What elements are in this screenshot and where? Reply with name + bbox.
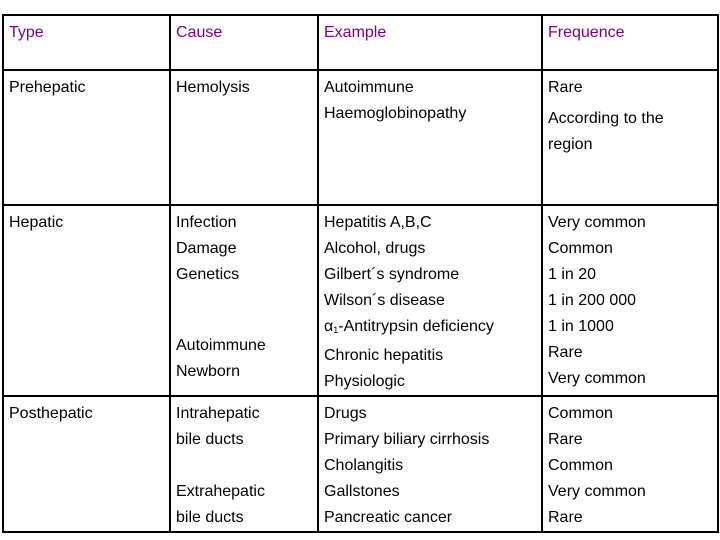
- frequence-line: 1 in 20: [548, 266, 597, 283]
- frequence-line: 1 in 200 000: [548, 292, 637, 309]
- cause-line: Damage: [176, 240, 237, 257]
- frequence-line: Very common: [548, 483, 646, 500]
- frequence-line: Common: [548, 405, 613, 422]
- cause-line: Infection: [176, 214, 237, 231]
- type-prehepatic: Prehepatic: [3, 70, 170, 205]
- frequence-line: 1 in 1000: [548, 318, 614, 335]
- example-line: Alcohol, drugs: [324, 240, 426, 257]
- cause-hepatic: [170, 205, 318, 396]
- table-row-prehepatic: [3, 70, 718, 205]
- frequence-line: Common: [548, 457, 613, 474]
- cause-line: Extrahepatic: [176, 483, 265, 500]
- frequence-line: Very common: [548, 214, 646, 231]
- cause-line: [176, 453, 313, 479]
- header-cause: Cause: [170, 15, 318, 70]
- cause-line: bile ducts: [176, 431, 244, 448]
- frequence-line: Common: [548, 240, 613, 257]
- header-example: Example: [318, 15, 542, 70]
- frequence-prehepatic: [542, 70, 718, 205]
- example-posthepatic: [318, 396, 542, 532]
- example-line: Gallstones: [324, 483, 400, 500]
- example-line: Cholangitis: [324, 457, 404, 474]
- example-line: Pancreatic cancer: [324, 509, 453, 526]
- example-line-alpha: [324, 314, 537, 343]
- frequence-line: Rare: [548, 79, 583, 96]
- header-type: Type: [3, 15, 170, 70]
- example-line: Autoimmune: [324, 79, 414, 96]
- frequence-line: Rare: [548, 431, 583, 448]
- table-row-hepatic: [3, 205, 718, 396]
- frequence-hepatic: [542, 205, 718, 396]
- type-posthepatic: Posthepatic: [3, 396, 170, 532]
- cause-line: [176, 314, 313, 333]
- table-row-posthepatic: [3, 396, 718, 532]
- cause-line: Intrahepatic: [176, 405, 260, 422]
- example-line: Primary biliary cirrhosis: [324, 431, 490, 448]
- example-line: Chronic hepatitis: [324, 347, 444, 364]
- example-prehepatic: [318, 70, 542, 205]
- frequence-line: Rare: [548, 509, 583, 526]
- example-line: Gilbert´s syndrome: [324, 266, 460, 283]
- cause-prehepatic: Hemolysis: [170, 70, 318, 205]
- frequence-line: According to the: [548, 110, 664, 127]
- example-line: Haemoglobinopathy: [324, 105, 467, 122]
- frequence-line: Rare: [548, 344, 583, 361]
- cause-line: bile ducts: [176, 509, 244, 526]
- alpha-rest: -Antitrypsin deficiency: [338, 318, 494, 335]
- header-frequence: Frequence: [542, 15, 718, 70]
- example-hepatic: [318, 205, 542, 396]
- alpha-subscript: 1: [333, 325, 339, 335]
- cause-line: Autoimmune: [176, 337, 266, 354]
- cause-line: Newborn: [176, 363, 241, 380]
- jaundice-table: [2, 14, 719, 533]
- example-line: Hepatitis A,B,C: [324, 214, 432, 231]
- example-line: Physiologic: [324, 373, 405, 390]
- type-hepatic: Hepatic: [3, 205, 170, 396]
- frequence-posthepatic: [542, 396, 718, 532]
- example-line: Wilson´s disease: [324, 292, 445, 309]
- alpha-symbol: α: [324, 318, 334, 335]
- header-row: [3, 15, 718, 70]
- cause-line: Genetics: [176, 266, 240, 283]
- example-line: Drugs: [324, 405, 367, 422]
- cause-posthepatic: [170, 396, 318, 532]
- frequence-line: Very common: [548, 370, 646, 387]
- cause-line: [176, 288, 313, 314]
- frequence-line: region: [548, 136, 593, 153]
